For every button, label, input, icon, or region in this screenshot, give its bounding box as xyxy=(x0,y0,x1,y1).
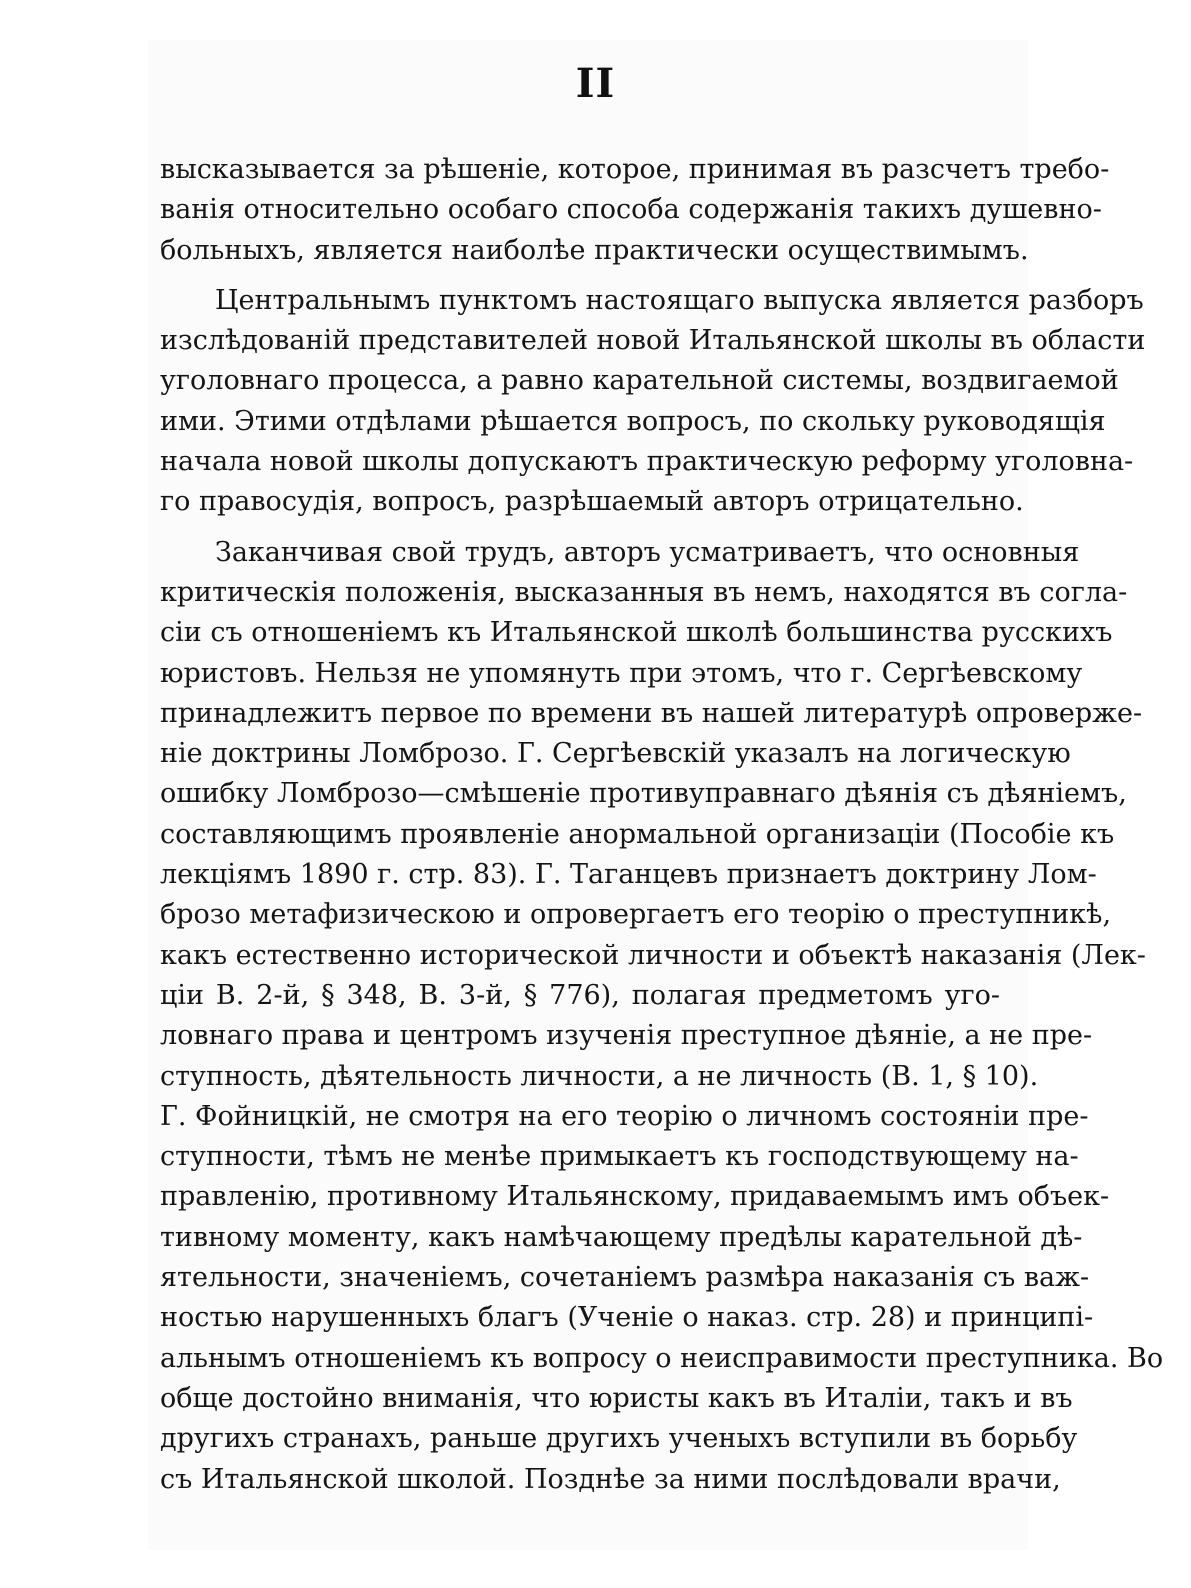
text-line: ціи В. 2-й, § 348, В. 3-й, § 776), полагая предметомъ уго- xyxy=(160,979,1000,1011)
text-line: юристовъ. Нельзя не упомянуть при этомъ, что г. Сергѣевскому xyxy=(160,657,1083,689)
text-line: высказывается за рѣшеніе, которое, принимая въ разсчетъ требо- xyxy=(160,154,1110,185)
text-line: правленію, противному Итальянскому, придаваемымъ имъ объек- xyxy=(160,1181,1110,1213)
text-line: лекціямъ 1890 г. стр. 83). Г. Таганцевъ признаетъ доктрину Лом- xyxy=(160,859,1097,891)
text-line: Г. Фойницкій, не смотря на его теорію о личномъ состояніи пре- xyxy=(160,1100,1089,1132)
text-line: уголовнаго процесса, а равно карательной системы, воздвигаемой xyxy=(160,365,1119,397)
text-line: ванія относительно особаго способа содержанія такихъ душевно- xyxy=(160,194,1102,226)
text-line: сіи съ отношеніемъ къ Итальянской школѣ большинства русскихъ xyxy=(160,617,1113,649)
paragraph-1 xyxy=(160,150,1110,271)
text-line: обще достойно вниманія, что юристы какъ въ Италіи, такъ и въ xyxy=(160,1382,1073,1414)
text-line: другихъ странахъ, раньше другихъ ученыхъ вступили въ борьбу xyxy=(160,1423,1078,1455)
text-line: начала новой школы допускаютъ практическую реформу уголовна- xyxy=(160,446,1134,478)
text-line: какъ естественно исторической личности и объектѣ наказанія (Лек- xyxy=(160,939,1146,971)
text-line: го правосудія, вопросъ, разрѣшаемый авторъ отрицательно. xyxy=(160,486,1024,518)
text-line: ошибку Ломброзо—смѣшеніе противуправнаго дѣянія съ дѣяніемъ, xyxy=(160,778,1127,810)
text-line: альнымъ отношеніемъ къ вопросу о неисправимости преступника. Во xyxy=(160,1342,1164,1374)
text-line: составляющимъ проявленіе анормальной организаціи (Пособіе къ xyxy=(160,818,1115,850)
page-number: II xyxy=(575,60,616,107)
text-line: ими. Этими отдѣлами рѣшается вопросъ, по скольку руководящія xyxy=(160,405,1106,437)
text-line: изслѣдованій представителей новой Итальянской школы въ области xyxy=(160,325,1146,357)
text-line: ностью нарушенныхъ благъ (Ученіе о наказ. стр. 28) и принципі- xyxy=(160,1302,1094,1334)
text-line: ніе доктрины Ломброзо. Г. Сергѣевскій указалъ на логическую xyxy=(160,738,1071,770)
text-line: принадлежитъ первое по времени въ нашей литературѣ опроверже- xyxy=(160,697,1143,729)
text-line: больныхъ, является наиболѣе практически осуществимымъ. xyxy=(160,234,1029,266)
text-line: ступности, тѣмъ не менѣе примыкаетъ къ господствующему на- xyxy=(160,1141,1079,1173)
paragraph-2 xyxy=(160,281,1146,523)
text-line: съ Итальянской школой. Позднѣе за ними послѣдовали врачи, xyxy=(160,1463,1061,1495)
text-line: тивному моменту, какъ намѣчающему предѣлы карательной дѣ- xyxy=(160,1221,1083,1253)
text-line: Заканчивая свой трудъ, авторъ усматриваетъ, что основныя xyxy=(215,536,1080,568)
paragraph-3 xyxy=(160,533,1164,1500)
text-line: ятельности, значеніемъ, сочетаніемъ размѣра наказанія съ важ- xyxy=(160,1262,1090,1294)
body-text xyxy=(160,150,1164,1500)
text-line: критическія положенія, высказанныя въ немъ, находятся въ согла- xyxy=(160,576,1128,608)
text-line: Центральнымъ пунктомъ настоящаго выпуска является разборъ xyxy=(215,284,1144,316)
text-line: брозо метафизическою и опровергаетъ его теорію о преступникѣ, xyxy=(160,899,1112,931)
text-line: ловнаго права и центромъ изученія преступное дѣяніе, а не пре- xyxy=(160,1020,1093,1052)
text-line: ступность, дѣятельность личности, а не личность (В. 1, § 10). xyxy=(160,1060,1039,1092)
